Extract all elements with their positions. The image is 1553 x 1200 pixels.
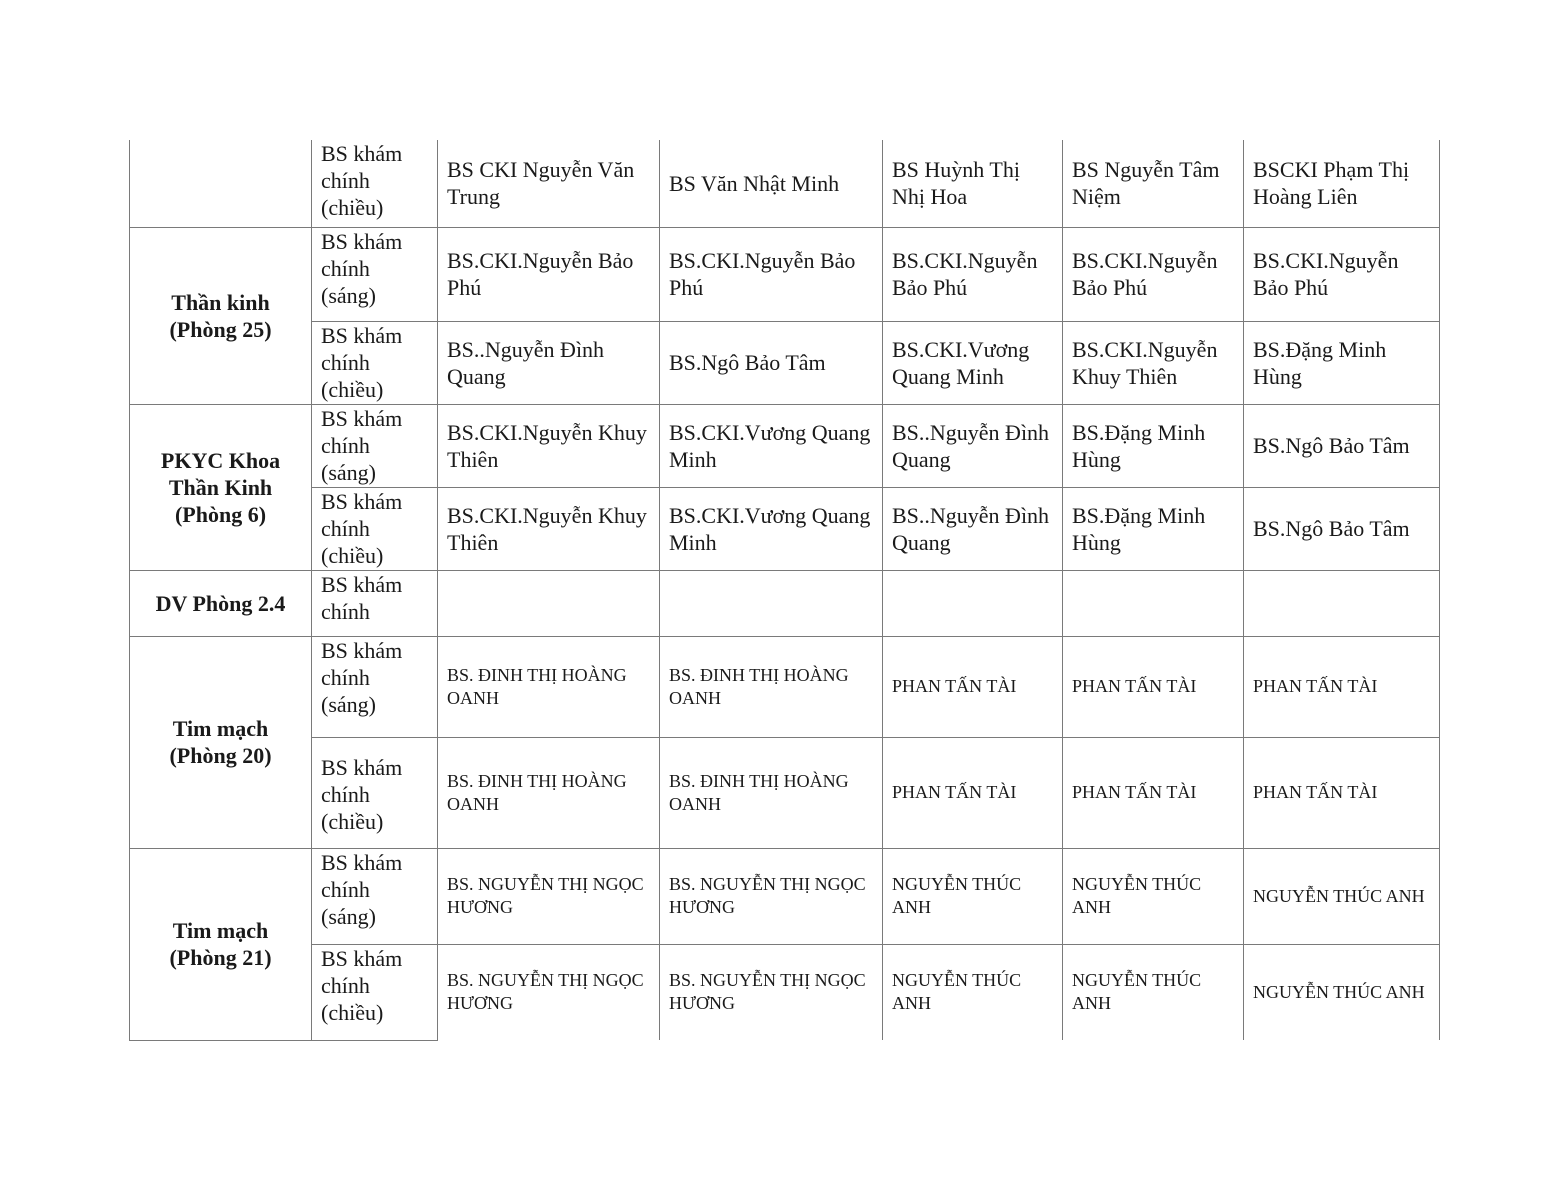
doctor-cell: BSCKI Phạm Thị Hoàng Liên — [1244, 140, 1440, 227]
role-line: chính — [321, 972, 370, 998]
dept-cell — [130, 636, 312, 848]
role-line: chính — [321, 664, 370, 690]
doctor-cell — [660, 570, 883, 636]
table-row — [130, 227, 1440, 321]
doctor-cell: BS.Ngô Bảo Tâm — [660, 321, 883, 404]
doctor-cell: BS.Đặng Minh Hùng — [1244, 321, 1440, 404]
role-line: chính — [321, 876, 370, 902]
role-line: (chiều) — [321, 542, 384, 568]
table-row — [130, 737, 1440, 848]
dept-line: (Phòng 21) — [169, 945, 272, 970]
role-line: BS khám — [321, 405, 403, 431]
role-cell — [312, 737, 438, 848]
role-line: BS khám — [321, 488, 403, 514]
doctor-cell: BS. NGUYỄN THỊ NGỌC HƯƠNG — [660, 944, 883, 1040]
dept-line: Thần Kinh — [168, 474, 273, 500]
doctor-cell — [1244, 570, 1440, 636]
role-line: BS khám — [321, 571, 403, 597]
dept-line: Tim mạch — [172, 716, 269, 741]
doctor-cell: PHAN TẤN TÀI — [1063, 636, 1244, 737]
doctor-cell: NGUYỄN THÚC ANH — [1244, 848, 1440, 944]
dept-line: (Phòng 25) — [169, 316, 272, 342]
doctor-cell — [1063, 570, 1244, 636]
table-row — [130, 140, 1440, 227]
role-cell — [312, 227, 438, 321]
table-row — [130, 848, 1440, 944]
table-row — [130, 944, 1440, 1040]
doctor-cell: BS.CKI.Nguyễn Khuy Thiên — [438, 487, 660, 570]
doctor-cell: BS. ĐINH THỊ HOÀNG OANH — [438, 737, 660, 848]
dept-line: Thần kinh — [171, 289, 270, 315]
role-line: BS khám — [321, 849, 403, 875]
doctor-cell: BS..Nguyễn Đình Quang — [883, 404, 1063, 487]
role-line: (sáng) — [321, 282, 376, 308]
doctor-cell: BS.CKI.Nguyễn Bảo Phú — [660, 227, 883, 321]
doctor-cell: BS..Nguyễn Đình Quang — [883, 487, 1063, 570]
doctor-cell: BS.Đặng Minh Hùng — [1063, 404, 1244, 487]
dept-cell — [130, 227, 312, 404]
role-line: (sáng) — [321, 903, 376, 929]
role-line: chính — [321, 515, 370, 541]
role-line: (sáng) — [321, 691, 376, 717]
doctor-cell: BS.CKI.Nguyễn Khuy Thiên — [1063, 321, 1244, 404]
table-row — [130, 636, 1440, 737]
doctor-cell: BS.CKI.Vương Quang Minh — [883, 321, 1063, 404]
doctor-cell: PHAN TẤN TÀI — [1063, 737, 1244, 848]
table-row — [130, 570, 1440, 636]
dept-line: DV Phòng 2.4 — [155, 590, 286, 616]
doctor-cell: BS.CKI.Nguyễn Bảo Phú — [438, 227, 660, 321]
doctor-cell: NGUYỄN THÚC ANH — [1244, 944, 1440, 1040]
dept-line: (Phòng 6) — [174, 501, 267, 527]
role-cell — [312, 487, 438, 570]
role-line: chính — [321, 432, 370, 458]
role-line: chính — [321, 349, 370, 375]
dept-line: (Phòng 20) — [169, 743, 272, 768]
role-line: BS khám — [321, 945, 403, 971]
table-row — [130, 404, 1440, 487]
doctor-cell: PHAN TẤN TÀI — [883, 737, 1063, 848]
doctor-cell: BS..Nguyễn Đình Quang — [438, 321, 660, 404]
doctor-cell: BS.CKI.Nguyễn Bảo Phú — [1063, 227, 1244, 321]
doctor-cell: BS.CKI.Nguyễn Khuy Thiên — [438, 404, 660, 487]
doctor-cell: BS. ĐINH THỊ HOÀNG OANH — [438, 636, 660, 737]
role-line: BS khám — [321, 141, 403, 166]
doctor-cell: BS.Ngô Bảo Tâm — [1244, 487, 1440, 570]
doctor-cell: NGUYỄN THÚC ANH — [1063, 944, 1244, 1040]
dept-cell — [130, 848, 312, 1040]
role-cell — [312, 848, 438, 944]
doctor-cell — [438, 570, 660, 636]
doctor-cell: NGUYỄN THÚC ANH — [883, 944, 1063, 1040]
role-line: chính — [321, 598, 370, 624]
doctor-cell: NGUYỄN THÚC ANH — [883, 848, 1063, 944]
doctor-cell: NGUYỄN THÚC ANH — [1063, 848, 1244, 944]
schedule-table — [129, 140, 1440, 1041]
doctor-cell: BS.Đặng Minh Hùng — [1063, 487, 1244, 570]
doctor-cell: BS.CKI.Vương Quang Minh — [660, 487, 883, 570]
doctor-cell: BS Huỳnh Thị Nhị Hoa — [883, 140, 1063, 227]
role-line: BS khám — [321, 228, 403, 254]
doctor-cell: BS.Ngô Bảo Tâm — [1244, 404, 1440, 487]
doctor-cell: BS. NGUYỄN THỊ NGỌC HƯƠNG — [438, 944, 660, 1040]
role-cell — [312, 636, 438, 737]
doctor-cell: BS Nguyễn Tâm Niệm — [1063, 140, 1244, 227]
doctor-cell: PHAN TẤN TÀI — [883, 636, 1063, 737]
role-cell — [312, 140, 438, 227]
doctor-cell — [883, 570, 1063, 636]
role-line: chính — [321, 168, 370, 193]
doctor-cell: PHAN TẤN TÀI — [1244, 636, 1440, 737]
role-cell — [312, 321, 438, 404]
role-line: (sáng) — [321, 459, 376, 485]
doctor-cell: BS.CKI.Vương Quang Minh — [660, 404, 883, 487]
role-cell — [312, 570, 438, 636]
doctor-cell: BS. NGUYỄN THỊ NGỌC HƯƠNG — [660, 848, 883, 944]
role-cell — [312, 404, 438, 487]
dept-cell-empty — [130, 140, 312, 227]
role-line: chính — [321, 255, 370, 281]
doctor-cell: BS Văn Nhật Minh — [660, 140, 883, 227]
role-line: BS khám — [321, 754, 403, 780]
doctor-cell: BS CKI Nguyễn Văn Trung — [438, 140, 660, 227]
role-line: (chiều) — [321, 999, 384, 1025]
doctor-cell: BS.CKI.Nguyễn Bảo Phú — [1244, 227, 1440, 321]
dept-cell — [130, 404, 312, 570]
dept-line: Tim mạch — [172, 918, 269, 943]
role-cell — [312, 944, 438, 1040]
table-row — [130, 321, 1440, 404]
role-line: (chiều) — [321, 808, 384, 834]
dept-cell — [130, 570, 312, 636]
table-row — [130, 487, 1440, 570]
doctor-cell: PHAN TẤN TÀI — [1244, 737, 1440, 848]
role-line: (chiều) — [321, 195, 384, 220]
doctor-cell: BS. ĐINH THỊ HOÀNG OANH — [660, 737, 883, 848]
role-line: (chiều) — [321, 376, 384, 402]
doctor-cell: BS. ĐINH THỊ HOÀNG OANH — [660, 636, 883, 737]
role-line: BS khám — [321, 322, 403, 348]
dept-line: PKYC Khoa — [160, 447, 281, 473]
doctor-cell: BS. NGUYỄN THỊ NGỌC HƯƠNG — [438, 848, 660, 944]
role-line: BS khám — [321, 637, 403, 663]
doctor-cell: BS.CKI.Nguyễn Bảo Phú — [883, 227, 1063, 321]
role-line: chính — [321, 781, 370, 807]
